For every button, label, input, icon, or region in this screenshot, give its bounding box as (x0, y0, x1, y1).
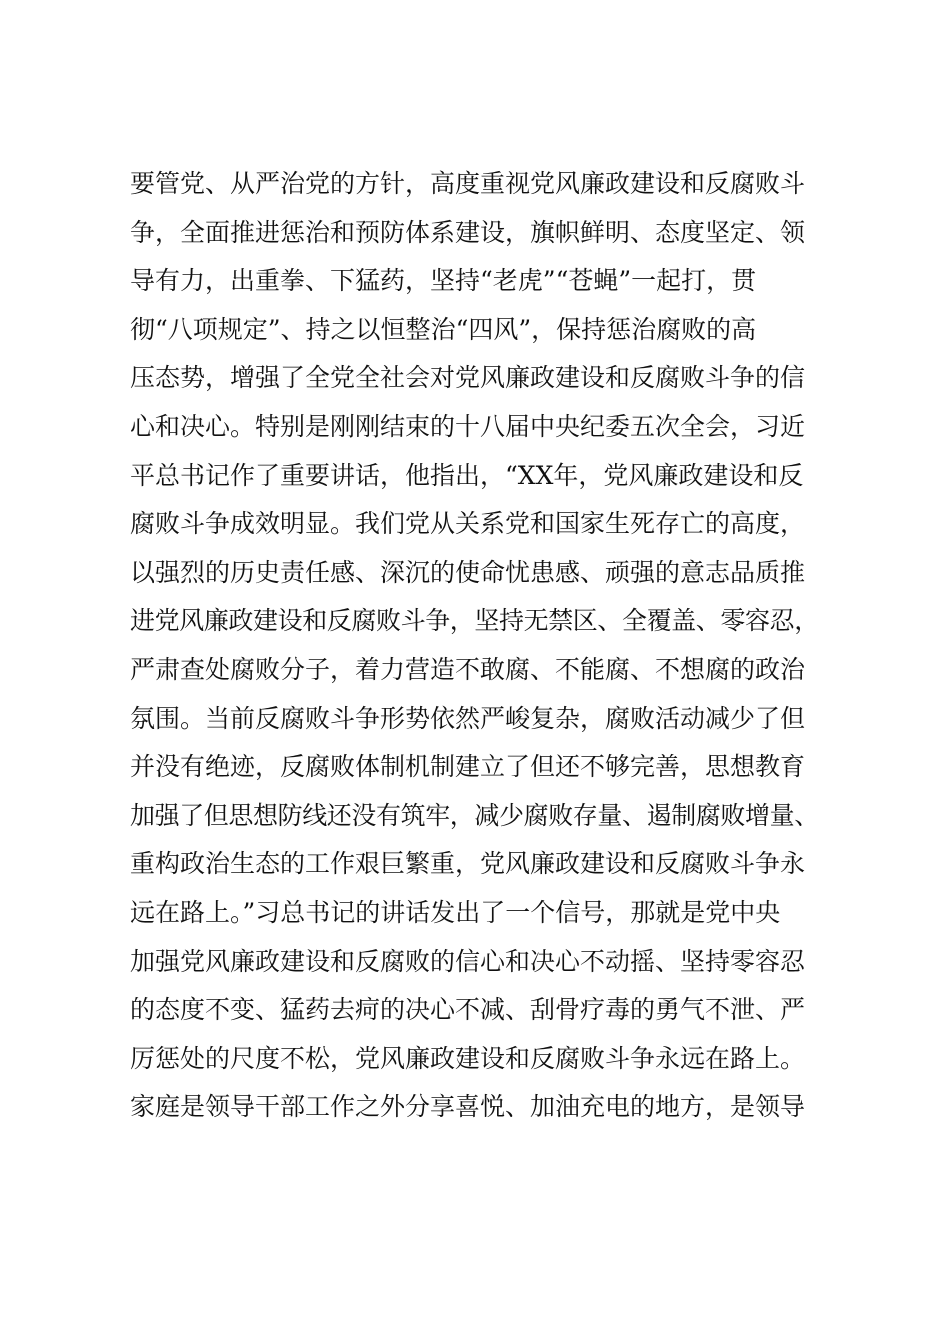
text-line: 并没有绝迹，反腐败体制机制建立了但还不够完善，思想教育 (130, 752, 806, 782)
text-line: 远在路上。”习总书记的讲话发出了一个信号，那就是党中央 (130, 897, 781, 927)
text-line: 争，全面推进惩治和预防体系建设，旗帜鲜明、态度坚定、领 (130, 217, 806, 247)
text-line: 家庭是领导干部工作之外分享喜悦、加油充电的地方，是领导 (130, 1092, 806, 1122)
text-line: 要管党、从严治党的方针，高度重视党风廉政建设和反腐败斗 (130, 169, 806, 198)
text-line: 重构政治生态的工作艰巨繁重，党风廉政建设和反腐败斗争永 (130, 849, 806, 879)
text-line: 严肃查处腐败分子，着力营造不敢腐、不能腐、不想腐的政治 (130, 654, 806, 684)
text-line: 进党风廉政建设和反腐败斗争，坚持无禁区、全覆盖、零容忍， (130, 606, 819, 636)
text-line: 心和决心。特别是刚刚结束的十八届中央纪委五次全会，习近 (130, 411, 806, 441)
text-line: 的态度不变、猛药去疴的决心不减、刮骨疗毒的勇气不泄、严 (130, 995, 806, 1025)
text-line: 压态势，增强了全党全社会对党风廉政建设和反腐败斗争的信 (130, 363, 806, 393)
text-line: 平总书记作了重要讲话，他指出，“XX年，党风廉政建设和反 (130, 460, 804, 490)
text-line: 加强党风廉政建设和反腐败的信心和决心不动摇、坚持零容忍 (130, 946, 806, 976)
text-line: 彻“八项规定”、持之以恒整治“四风”，保持惩治腐败的高 (130, 314, 757, 344)
text-line: 加强了但思想防线还没有筑牢，减少腐败存量、遏制腐败增量、 (130, 800, 819, 830)
text-line: 以强烈的历史责任感、深沉的使命忧患感、顽强的意志品质推 (130, 557, 806, 587)
text-line: 腐败斗争成效明显。我们党从关系党和国家生死存亡的高度， (130, 509, 806, 539)
text-line: 导有力，出重拳、下猛药，坚持“老虎”“苍蝇”一起打，贯 (130, 266, 757, 296)
text-line: 氛围。当前反腐败斗争形势依然严峻复杂，腐败活动减少了但 (130, 703, 806, 733)
text-line: 厉惩处的尺度不松，党风廉政建设和反腐败斗争永远在路上。 (130, 1043, 806, 1073)
body-paragraph (130, 160, 850, 1132)
